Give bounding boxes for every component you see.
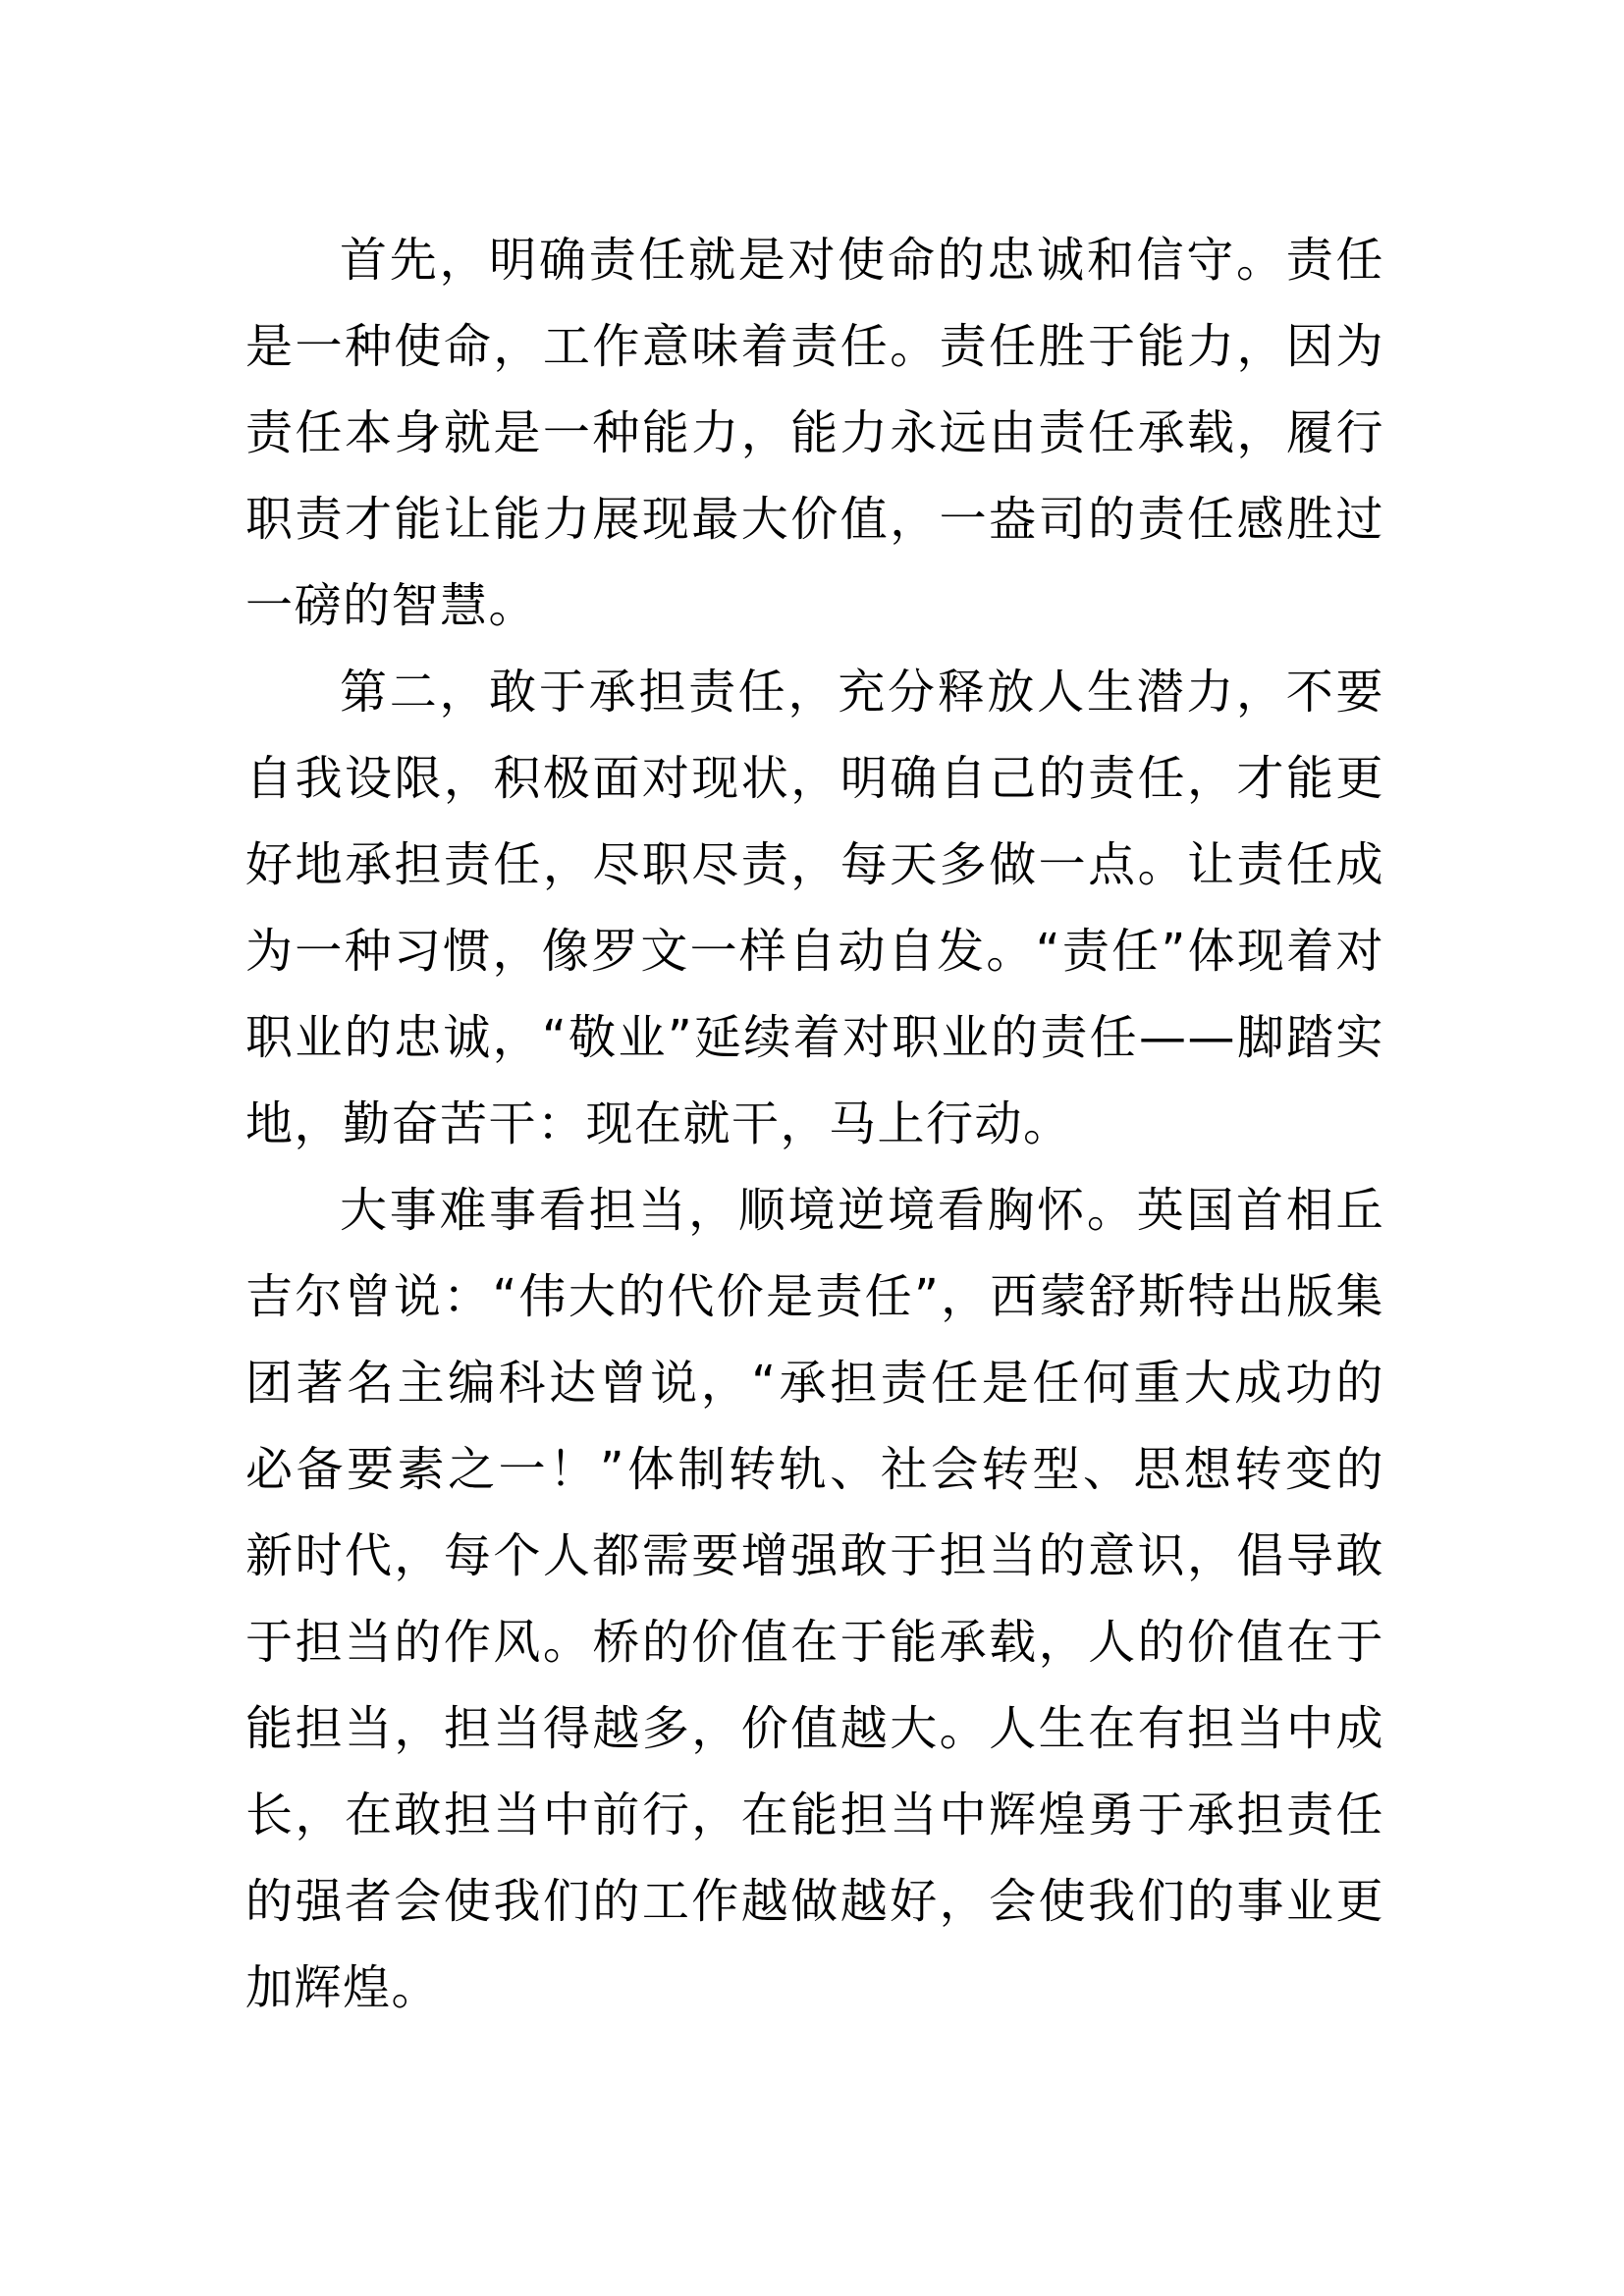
paragraph-courage-to-take-on: 大事难事看担当，顺境逆境看胸怀。英国首相丘吉尔曾说：“伟大的代价是责任”，西蒙舒斯特出版集团著名主编科达曾说，“承担责任是任何重大成功的必备要素之一！”体制转轨、社会转型、思想转变的新时代，每个人都需要增强敢于担当的意识，倡导敢于担当的作风。桥的价值在于能承载，人的价值在于能担当，担当得越多，价值越大。人生在有担当中成长，在敢担当中前行，在能担当中辉煌勇于承担责任的强者会使我们的工作越做越好，会使我们的事业更加辉煌。 (245, 1183, 1384, 2015)
paragraph-responsibility-mission: 首先，明确责任就是对使命的忠诚和信守。责任是一种使命，工作意味着责任。责任胜于能力，因为责任本身就是一种能力，能力永远由责任承载，履行职责才能让能力展现最大价值，一盎司的责任感胜过一磅的智慧。 (245, 233, 1384, 633)
paragraph-take-responsibility: 第二，敢于承担责任，充分释放人生潜力，不要自我设限，积极面对现状，明确自己的责任，才能更好地承担责任，尽职尽责，每天多做一点。让责任成为一种习惯，像罗文一样自动自发。“责任”体现着对职业的忠诚，“敬业”延续着对职业的责任——脚踏实地，勤奋苦干：现在就干，马上行动。 (245, 665, 1384, 1151)
document-body (245, 217, 1384, 2031)
